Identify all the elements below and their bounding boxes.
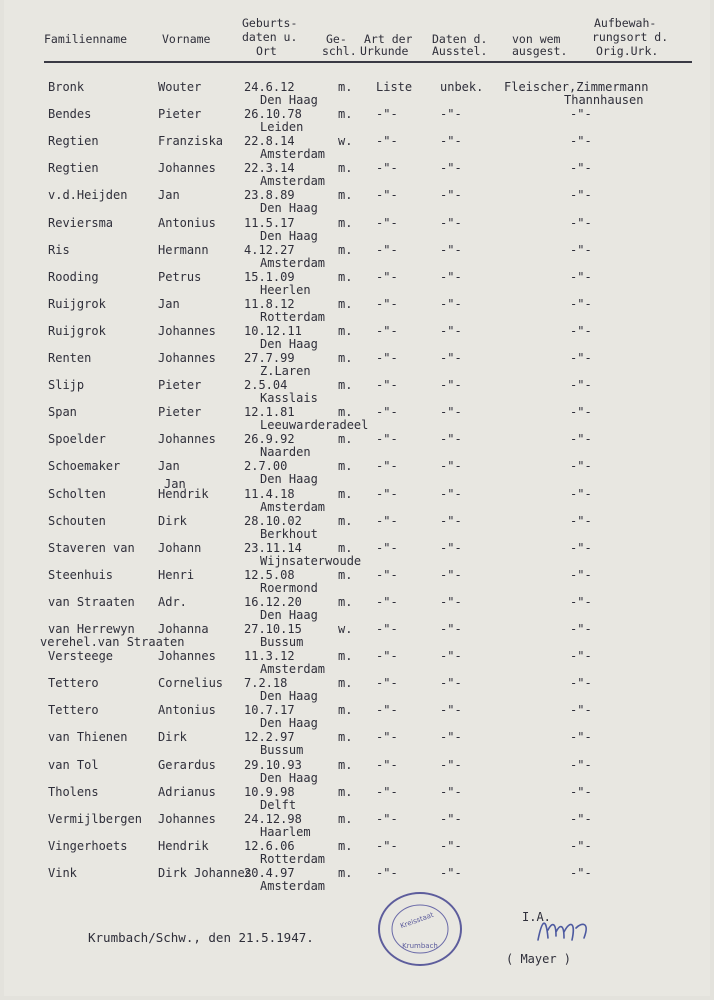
row-daten-ausstel: -"-	[440, 676, 462, 690]
row-aufbewahrungsort: -"-	[570, 351, 592, 365]
row-geschlecht: m.	[338, 758, 353, 772]
row-birth-date: 11.3.12	[244, 649, 295, 663]
header-art-l2: Urkunde	[360, 44, 409, 58]
row-familienname: Tettero	[48, 676, 99, 690]
row-art-urkunde: -"-	[376, 730, 398, 744]
row-familienname: Rooding	[48, 270, 99, 284]
row-art-urkunde: -"-	[376, 622, 398, 636]
row-aufbewahrungsort: -"-	[570, 839, 592, 853]
table-row	[4, 324, 710, 350]
row-familienname: Bendes	[48, 107, 92, 121]
row-art-urkunde: -"-	[376, 595, 398, 609]
row-vorname: Pieter	[158, 378, 202, 392]
row-birth-date: 15.1.09	[244, 270, 295, 284]
row-daten-ausstel: -"-	[440, 649, 462, 663]
place-and-date: Krumbach/Schw., den 21.5.1947.	[88, 930, 314, 945]
row-art-urkunde: -"-	[376, 216, 398, 230]
row-daten-ausstel: -"-	[440, 730, 462, 744]
row-aufbewahrungsort: -"-	[570, 812, 592, 826]
table-row	[4, 866, 710, 892]
row-art-urkunde: -"-	[376, 568, 398, 582]
table-row	[4, 514, 710, 540]
row-aufbewahrungsort: -"-	[570, 270, 592, 284]
row-geschlecht: m.	[338, 487, 353, 501]
row-aufbewahrungsort: -"-	[570, 595, 592, 609]
row-aufbewahrungsort: -"-	[570, 378, 592, 392]
row-birth-date: 11.5.17	[244, 216, 295, 230]
signer-name: ( Mayer )	[506, 952, 572, 966]
document-page	[4, 0, 710, 996]
row-geschlecht: m.	[338, 80, 353, 94]
row-familienname: van Tol	[48, 758, 99, 772]
row-daten-ausstel: -"-	[440, 758, 462, 772]
header-aufbewahrung-l2: rungsort d.	[592, 30, 669, 44]
row-vorname: Jan	[158, 459, 180, 473]
table-row	[4, 188, 710, 214]
row-birth-place: Den Haag	[260, 201, 318, 215]
row-daten-ausstel: -"-	[440, 459, 462, 473]
table-row	[4, 622, 710, 648]
row-aufbewahrungsort: -"-	[570, 161, 592, 175]
row-birth-place: Den Haag	[260, 716, 318, 730]
row-art-urkunde: -"-	[376, 487, 398, 501]
row-birth-place: Amsterdam	[260, 256, 326, 270]
row-familienname: van Herrewyn	[48, 622, 135, 636]
table-row	[4, 216, 710, 242]
row-art-urkunde: -"-	[376, 405, 398, 419]
header-aufbewahrung-l3: Orig.Urk.	[596, 44, 659, 58]
row-birth-date: 2.7.00	[244, 459, 288, 473]
row-birth-place: Z.Laren	[260, 364, 311, 378]
row-daten-ausstel: -"-	[440, 297, 462, 311]
row-daten-ausstel: -"-	[440, 405, 462, 419]
row-geschlecht: m.	[338, 378, 353, 392]
row-vorname: Johannes	[158, 812, 216, 826]
table-row	[4, 297, 710, 323]
row-familienname: Span	[48, 405, 77, 419]
row-geschlecht: w.	[338, 134, 353, 148]
table-row	[4, 459, 710, 485]
header-daten-l1: Daten d.	[432, 32, 488, 46]
signature	[532, 910, 602, 954]
row-birth-place: Leeuwarderadeel	[260, 418, 369, 432]
row-aufbewahrungsort: -"-	[570, 758, 592, 772]
row-birth-place: Den Haag	[260, 608, 318, 622]
row-familienname-suffix: verehel.van Straaten	[40, 635, 185, 649]
row-birth-place: Roermond	[260, 581, 318, 595]
row-familienname: Renten	[48, 351, 92, 365]
row-birth-date: 22.3.14	[244, 161, 295, 175]
row-familienname: Schoemaker	[48, 459, 121, 473]
row-birth-date: 26.10.78	[244, 107, 302, 121]
row-geschlecht: m.	[338, 432, 353, 446]
row-vorname-second: Jan	[164, 477, 186, 491]
row-aufbewahrungsort: -"-	[570, 324, 592, 338]
row-geschlecht: m.	[338, 812, 353, 826]
row-vorname: Johannes	[158, 351, 216, 365]
row-vorname: Jan	[158, 297, 180, 311]
row-daten-ausstel: -"-	[440, 161, 462, 175]
row-art-urkunde: -"-	[376, 243, 398, 257]
row-daten-ausstel: -"-	[440, 270, 462, 284]
row-vorname: Johannes	[158, 649, 216, 663]
row-birth-place: Leiden	[260, 120, 304, 134]
header-geburtsdaten-l3: Ort	[256, 44, 277, 58]
row-birth-date: 27.10.15	[244, 622, 302, 636]
row-vorname: Adr.	[158, 595, 187, 609]
row-birth-place: Den Haag	[260, 472, 318, 486]
row-aufbewahrungsort: -"-	[570, 541, 592, 555]
row-art-urkunde: -"-	[376, 188, 398, 202]
row-familienname: Reviersma	[48, 216, 114, 230]
row-aufbewahrungsort: -"-	[570, 568, 592, 582]
row-art-urkunde: Liste	[376, 80, 413, 94]
row-vorname: Dirk Johannes	[158, 866, 252, 880]
row-birth-place: Amsterdam	[260, 662, 326, 676]
row-birth-date: 4.12.27	[244, 243, 295, 257]
header-geschl-l1: Ge-	[326, 32, 347, 46]
header-art-l1: Art der	[364, 32, 413, 46]
row-birth-date: 29.10.93	[244, 758, 302, 772]
row-vorname: Hermann	[158, 243, 209, 257]
row-birth-date: 10.12.11	[244, 324, 302, 338]
header-geburtsdaten-l2: daten u.	[242, 30, 298, 44]
row-aufbewahrungsort: -"-	[570, 107, 592, 121]
row-birth-date: 12.1.81	[244, 405, 295, 419]
row-birth-place: Amsterdam	[260, 879, 326, 893]
row-birth-date: 23.11.14	[244, 541, 302, 555]
row-birth-date: 10.7.17	[244, 703, 295, 717]
row-vorname: Pieter	[158, 405, 202, 419]
row-birth-place: Den Haag	[260, 93, 318, 107]
row-birth-date: 28.10.02	[244, 514, 302, 528]
row-daten-ausstel: -"-	[440, 378, 462, 392]
row-art-urkunde: -"-	[376, 351, 398, 365]
row-birth-place: Haarlem	[260, 825, 311, 839]
header-geburtsdaten-l1: Geburts-	[242, 16, 298, 30]
row-daten-ausstel: -"-	[440, 324, 462, 338]
row-geschlecht: w.	[338, 622, 353, 636]
table-row	[4, 351, 710, 377]
row-geschlecht: m.	[338, 541, 353, 555]
row-familienname: Ris	[48, 243, 70, 257]
row-art-urkunde: -"-	[376, 649, 398, 663]
row-art-urkunde: -"-	[376, 270, 398, 284]
row-vorname: Dirk	[158, 514, 187, 528]
row-birth-date: 12.2.97	[244, 730, 295, 744]
row-art-urkunde: -"-	[376, 432, 398, 446]
row-art-urkunde: -"-	[376, 107, 398, 121]
row-familienname: v.d.Heijden	[48, 188, 128, 202]
row-aufbewahrungsort: -"-	[570, 405, 592, 419]
row-birth-place: Berkhout	[260, 527, 318, 541]
row-birth-date: 2.5.04	[244, 378, 288, 392]
svg-text:Kreisstaat: Kreisstaat	[399, 910, 435, 931]
ia-label: I.A.	[522, 910, 551, 924]
row-aufbewahrungsort: -"-	[570, 676, 592, 690]
row-aufbewahrungsort: -"-	[570, 622, 592, 636]
row-daten-ausstel: -"-	[440, 622, 462, 636]
row-art-urkunde: -"-	[376, 703, 398, 717]
row-daten-ausstel: -"-	[440, 432, 462, 446]
row-daten-ausstel: -"-	[440, 216, 462, 230]
row-art-urkunde: -"-	[376, 378, 398, 392]
row-vorname: Petrus	[158, 270, 202, 284]
row-daten-ausstel: -"-	[440, 351, 462, 365]
row-vorname: Wouter	[158, 80, 202, 94]
row-geschlecht: m.	[338, 297, 353, 311]
row-familienname: Vermijlbergen	[48, 812, 142, 826]
row-vorname: Johannes	[158, 432, 216, 446]
row-art-urkunde: -"-	[376, 324, 398, 338]
row-vorname: Cornelius	[158, 676, 224, 690]
table-row	[4, 80, 710, 106]
table-row	[4, 161, 710, 187]
row-aufbewahrungsort: -"-	[570, 649, 592, 663]
row-vorname: Henri	[158, 568, 195, 582]
row-vorname: Antonius	[158, 216, 216, 230]
row-birth-place: Amsterdam	[260, 174, 326, 188]
row-vorname: Hendrik	[158, 839, 209, 853]
table-row	[4, 730, 710, 756]
row-birth-date: 27.7.99	[244, 351, 295, 365]
row-art-urkunde: -"-	[376, 812, 398, 826]
row-art-urkunde: -"-	[376, 866, 398, 880]
row-birth-date: 20.4.97	[244, 866, 295, 880]
table-row	[4, 758, 710, 784]
row-geschlecht: m.	[338, 866, 353, 880]
row-familienname: Staveren van	[48, 541, 135, 555]
table-row	[4, 107, 710, 133]
table-row	[4, 649, 710, 675]
row-art-urkunde: -"-	[376, 785, 398, 799]
table-row	[4, 270, 710, 296]
row-aufbewahrungsort: -"-	[570, 866, 592, 880]
row-geschlecht: m.	[338, 107, 353, 121]
row-geschlecht: m.	[338, 188, 353, 202]
row-birth-date: 24.6.12	[244, 80, 295, 94]
row-geschlecht: m.	[338, 730, 353, 744]
row-birth-date: 11.4.18	[244, 487, 295, 501]
row-vorname: Johannes	[158, 161, 216, 175]
table-row	[4, 541, 710, 567]
row-daten-ausstel: -"-	[440, 487, 462, 501]
row-geschlecht: m.	[338, 649, 353, 663]
row-geschlecht: m.	[338, 839, 353, 853]
row-daten-ausstel: -"-	[440, 595, 462, 609]
header-daten-l2: Ausstel.	[432, 44, 488, 58]
row-familienname: Vink	[48, 866, 77, 880]
row-geschlecht: m.	[338, 514, 353, 528]
row-birth-place: Den Haag	[260, 689, 318, 703]
svg-text:Krumbach: Krumbach	[402, 942, 438, 950]
row-familienname: Versteege	[48, 649, 114, 663]
row-familienname: Bronk	[48, 80, 85, 94]
row-aufbewahrungsort: -"-	[570, 785, 592, 799]
row-aufbewahrungsort: -"-	[570, 432, 592, 446]
row-art-urkunde: -"-	[376, 134, 398, 148]
row-familienname: Regtien	[48, 134, 99, 148]
official-stamp	[378, 892, 462, 966]
row-birth-place: Amsterdam	[260, 147, 326, 161]
row-birth-place: Naarden	[260, 445, 311, 459]
row-birth-date: 26.9.92	[244, 432, 295, 446]
row-birth-place: Rotterdam	[260, 852, 326, 866]
row-vorname: Gerardus	[158, 758, 216, 772]
row-familienname: Slijp	[48, 378, 85, 392]
row-daten-ausstel: unbek.	[440, 80, 484, 94]
row-birth-place: Den Haag	[260, 229, 318, 243]
row-vorname: Dirk	[158, 730, 187, 744]
row-familienname: Steenhuis	[48, 568, 114, 582]
row-von-wem: Fleischer,Zimmermann	[504, 80, 649, 94]
table-row	[4, 785, 710, 811]
row-geschlecht: m.	[338, 785, 353, 799]
row-daten-ausstel: -"-	[440, 134, 462, 148]
row-familienname: Ruijgrok	[48, 324, 106, 338]
row-aufbewahrungsort: -"-	[570, 216, 592, 230]
row-aufbewahrungsort: -"-	[570, 188, 592, 202]
row-birth-place: Bussum	[260, 635, 304, 649]
table-row	[4, 703, 710, 729]
table-row	[4, 595, 710, 621]
row-art-urkunde: -"-	[376, 676, 398, 690]
header-vonwem-l2: ausgest.	[512, 44, 568, 58]
row-geschlecht: m.	[338, 270, 353, 284]
row-aufbewahrungsort: -"-	[570, 514, 592, 528]
table-row	[4, 134, 710, 160]
header-divider	[44, 61, 692, 63]
row-birth-place: Kasslais	[260, 391, 318, 405]
row-birth-date: 12.6.06	[244, 839, 295, 853]
row-familienname: Schouten	[48, 514, 106, 528]
row-vorname: Johanna	[158, 622, 209, 636]
row-aufbewahrungsort: -"-	[570, 134, 592, 148]
row-aufbewahrungsort: Thannhausen	[564, 93, 644, 107]
row-aufbewahrungsort: -"-	[570, 703, 592, 717]
row-aufbewahrungsort: -"-	[570, 487, 592, 501]
row-art-urkunde: -"-	[376, 297, 398, 311]
row-birth-date: 12.5.08	[244, 568, 295, 582]
row-daten-ausstel: -"-	[440, 188, 462, 202]
row-art-urkunde: -"-	[376, 839, 398, 853]
row-geschlecht: m.	[338, 703, 353, 717]
header-aufbewahrung-l1: Aufbewah-	[594, 16, 657, 30]
table-row	[4, 405, 710, 431]
header-familienname: Familienname	[44, 32, 128, 46]
row-daten-ausstel: -"-	[440, 514, 462, 528]
table-row	[4, 378, 710, 404]
row-birth-date: 16.12.20	[244, 595, 302, 609]
row-birth-date: 24.12.98	[244, 812, 302, 826]
row-aufbewahrungsort: -"-	[570, 297, 592, 311]
row-aufbewahrungsort: -"-	[570, 243, 592, 257]
row-birth-date: 11.8.12	[244, 297, 295, 311]
row-daten-ausstel: -"-	[440, 568, 462, 582]
row-familienname: van Straaten	[48, 595, 135, 609]
row-vorname: Johannes	[158, 324, 216, 338]
row-birth-place: Den Haag	[260, 771, 318, 785]
row-daten-ausstel: -"-	[440, 839, 462, 853]
row-familienname: Tettero	[48, 703, 99, 717]
row-birth-place: Bussum	[260, 743, 304, 757]
row-birth-place: Wijnsaterwoude	[260, 554, 362, 568]
row-birth-date: 22.8.14	[244, 134, 295, 148]
row-familienname: van Thienen	[48, 730, 128, 744]
row-geschlecht: m.	[338, 216, 353, 230]
row-birth-place: Delft	[260, 798, 297, 812]
table-row	[4, 432, 710, 458]
row-geschlecht: m.	[338, 676, 353, 690]
row-birth-place: Den Haag	[260, 337, 318, 351]
table-row	[4, 568, 710, 594]
table-row	[4, 243, 710, 269]
row-familienname: Ruijgrok	[48, 297, 106, 311]
row-birth-date: 7.2.18	[244, 676, 288, 690]
row-familienname: Tholens	[48, 785, 99, 799]
row-vorname: Jan	[158, 188, 180, 202]
row-geschlecht: m.	[338, 161, 353, 175]
row-familienname: Regtien	[48, 161, 99, 175]
row-geschlecht: m.	[338, 568, 353, 582]
row-aufbewahrungsort: -"-	[570, 459, 592, 473]
row-birth-place: Amsterdam	[260, 500, 326, 514]
row-daten-ausstel: -"-	[440, 107, 462, 121]
row-art-urkunde: -"-	[376, 514, 398, 528]
row-geschlecht: m.	[338, 351, 353, 365]
row-familienname: Vingerhoets	[48, 839, 128, 853]
row-birth-date: 23.8.89	[244, 188, 295, 202]
table-row	[4, 676, 710, 702]
row-art-urkunde: -"-	[376, 758, 398, 772]
header-vonwem-l1: von wem	[512, 32, 561, 46]
row-familienname: Spoelder	[48, 432, 106, 446]
row-familienname: Scholten	[48, 487, 106, 501]
table-row	[4, 839, 710, 865]
row-vorname: Antonius	[158, 703, 216, 717]
row-vorname: Pieter	[158, 107, 202, 121]
row-birth-place: Rotterdam	[260, 310, 326, 324]
row-daten-ausstel: -"-	[440, 243, 462, 257]
row-birth-date: 10.9.98	[244, 785, 295, 799]
header-geschl-l2: schl.	[322, 44, 357, 58]
header-vorname: Vorname	[162, 32, 211, 46]
row-geschlecht: m.	[338, 595, 353, 609]
row-vorname: Johann	[158, 541, 202, 555]
row-daten-ausstel: -"-	[440, 812, 462, 826]
table-row	[4, 812, 710, 838]
row-vorname: Hendrik	[158, 487, 209, 501]
row-art-urkunde: -"-	[376, 459, 398, 473]
row-daten-ausstel: -"-	[440, 785, 462, 799]
row-geschlecht: m.	[338, 459, 353, 473]
row-geschlecht: m.	[338, 324, 353, 338]
row-art-urkunde: -"-	[376, 541, 398, 555]
row-daten-ausstel: -"-	[440, 703, 462, 717]
row-birth-place: Heerlen	[260, 283, 311, 297]
row-geschlecht: m.	[338, 405, 353, 419]
row-art-urkunde: -"-	[376, 161, 398, 175]
row-vorname: Adrianus	[158, 785, 216, 799]
row-aufbewahrungsort: -"-	[570, 730, 592, 744]
row-daten-ausstel: -"-	[440, 541, 462, 555]
row-vorname: Franziska	[158, 134, 224, 148]
row-geschlecht: m.	[338, 243, 353, 257]
row-daten-ausstel: -"-	[440, 866, 462, 880]
